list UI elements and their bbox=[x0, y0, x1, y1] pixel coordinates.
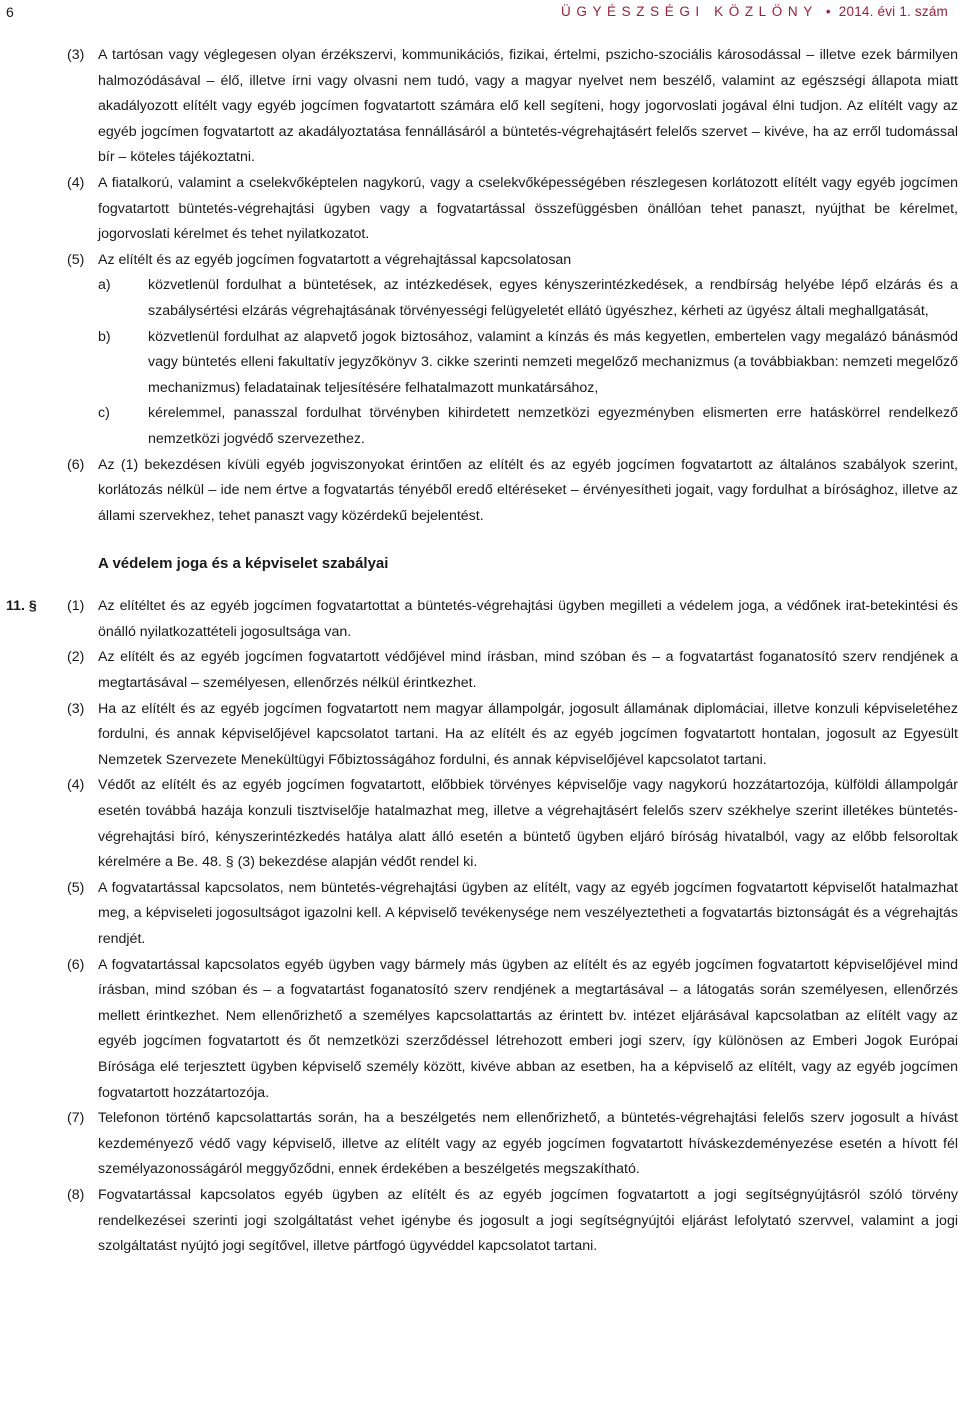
paragraph-text: Fogvatartással kapcsolatos egyéb ügyben az elítélt és az egyéb jogcímen fogvatartott a jogi segítségnyújtásról szóló törvény rendelkezései szerinti jogi szolgáltatást vehet igénybe és jogosult a jogi segítségnyújtói eljárást lefolytató szervvel, valamint a jogi szolgáltatást nyújtó jogi segítővel, illetve pártfogó ügyvéddel kapcsolatot tartani. bbox=[98, 1186, 958, 1255]
paragraph-number: (5) bbox=[67, 879, 85, 896]
paragraph-number: (4) bbox=[67, 174, 85, 191]
subpoint-text: közvetlenül fordulhat a büntetések, az intézkedések, egyes kényszerintézkedések, a rendbírság helyébe lépő elzárás és a szabálysértési elzárás végrehajtásának törvényességi felügyeletét ellátó ügyészhez, kérheti az ügyész általi meghallgatását, bbox=[148, 277, 958, 319]
paragraph-11-2 bbox=[0, 645, 960, 696]
paragraph-text: Az elítélt és az egyéb jogcímen fogvatartott védőjével mind írásban, mind szóban és – a fogvatartást foganatosító szerv rendjének a megtartásával – személyesen, ellenőrzés nélkül érintkezhet. bbox=[98, 649, 958, 692]
document-body bbox=[0, 43, 960, 1260]
journal-title bbox=[561, 4, 948, 19]
separator-dot: • bbox=[825, 4, 831, 19]
paragraph-text: A tartósan vagy véglegesen olyan érzékszervi, kommunikációs, fizikai, értelmi, pszicho-szociális károsodással – illetve ezek bármilyen halmozódásával – élő, illetve írni vagy olvasni nem tudó, vagy a magyar nyelvet nem beszélő, valamint az egészségi állapota miatt akadályozott elítélt vagy egyéb jogcímen fogvatartott számára elő kell segíteni, hogy jogorvoslati jogával élni tudjon. Az elítélt vagy az egyéb jogcímen fogvatartott az akadályoztatása fennállásáról a büntetés-végrehajtásért felelős szervet – kivéve, ha az erről tudomással bír – köteles tájékoztatni. bbox=[98, 47, 958, 166]
paragraph-11-5 bbox=[0, 876, 960, 953]
paragraph-text: Ha az elítélt és az egyéb jogcímen fogvatartott nem magyar állampolgár, jogosult államának diplomáciai, illetve konzuli képviseletéhez fordulni, és annak képviselőjével kapcsolatot tartani. Ha az elítélt és az egyéb jogcímen fogvatartott hontalan, jogosult az Egyesült Nemzetek Szervezete Menekültügyi Főbiztosságához fordulni, és annak képviselőjével kapcsolatot tartani. bbox=[98, 700, 958, 768]
paragraph-number: (2) bbox=[67, 649, 85, 666]
paragraph-11-6 bbox=[0, 953, 960, 1107]
paragraph-10-6 bbox=[0, 453, 960, 530]
paragraph-text: A fiatalkorú, valamint a cselekvőképtelen nagykorú, vagy a cselekvőképességében részlegesen korlátozott elítélt vagy egyéb jogcímen fogvatartott büntetés-végrehajtási ügyben vagy a fogvatartással összefüggésben önállóan tehet panaszt, nyújthat be kérelmet, jogorvoslati kérelmet és tehet nyilatkozatot. bbox=[98, 174, 958, 243]
subpoint-text: kérelemmel, panasszal fordulhat törvényben kihirdetett nemzetközi egyezményben elismerten erre hatáskörrel rendelkező nemzetközi jogvédő szervezethez. bbox=[148, 405, 958, 447]
subpoint-text: közvetlenül fordulhat az alapvető jogok biztosához, valamint a kínzás és más kegyetlen, embertelen vagy megalázó bánásmód vagy büntetés elleni fakultatív jegyzőkönyv 3. cikke szerinti nemzeti megelőző mechanizmus (a továbbiakban: nemzeti megelőző mechanizmus) feladatainak teljesítésére felhatalmazott munkatársához, bbox=[148, 328, 958, 396]
subpoint-label: a) bbox=[98, 277, 111, 294]
paragraph-number: (1) bbox=[67, 598, 85, 615]
paragraph-11-4 bbox=[0, 773, 960, 875]
paragraph-text: Az elítéltet és az egyéb jogcímen fogvatartottat a büntetés-végrehajtási ügyben megilleti a védelem joga, a védőnek irat-betekintési és önálló nyilatkozattételi jogosultsága van. bbox=[98, 598, 958, 640]
section-number: 11. § bbox=[6, 598, 37, 615]
paragraph-number: (4) bbox=[67, 777, 85, 794]
paragraph-text: Az (1) bekezdésen kívüli egyéb jogviszonyokat érintően az elítélt és az egyéb jogcímen fogvatartott az általános szabályok szerint, korlátozás nélkül – ide nem értve a fogvatartás tényéből eredő eltéréseket – érvényesítheti jogait, vagy fordulhat a bírósághoz, illetve az állami szervekhez, tehet panaszt vagy közérdekű bejelentést. bbox=[98, 456, 958, 524]
paragraph-10-3 bbox=[0, 43, 960, 171]
paragraph-text: Telefonon történő kapcsolattartás során, ha a beszélgetés nem ellenőrizhető, a büntetés-végrehajtási felelős szerv jogosult a hívást kezdeményező védő vagy képviselő, illetve az elítélt vagy az egyéb jogcímen fogvatartott híváskezdeményezése esetén a hívott fél személyazonosságáról meggyőződni, ennek érdekében a beszélgetés megszakítható. bbox=[98, 1110, 958, 1178]
subpoint-a bbox=[98, 273, 958, 324]
paragraph-text: Védőt az elítélt és az egyéb jogcímen fogvatartott, előbbiek törvényes képviselője vagy nagykorú hozzátartozója, külföldi állampolgár esetén továbbá hazája konzuli tisztviselője hatalmazhat meg, illetve a végrehajtásért felelős szerv székhelye szerint illetékes büntetés-végrehajtási bíró, kényszerintézkedés hatálya alatt álló esetén a büntető ügyben eljáró bíróság hivatalból, vagy az előbb felsoroltak kérelmére a Be. 48. § (3) bekezdése alapján védőt rendel ki. bbox=[98, 777, 958, 871]
paragraph-10-5 bbox=[0, 248, 960, 274]
paragraph-number: (3) bbox=[67, 47, 85, 63]
paragraph-number: (6) bbox=[67, 956, 85, 973]
paragraph-11-1 bbox=[0, 594, 960, 645]
subpoint-b bbox=[98, 325, 958, 402]
section-heading: A védelem joga és a képviselet szabályai bbox=[98, 555, 389, 573]
paragraph-11-3 bbox=[0, 697, 960, 774]
subpoint-c bbox=[98, 401, 958, 452]
journal-name: ÜGYÉSZSÉGI KÖZLÖNY bbox=[561, 4, 818, 19]
paragraph-10-4 bbox=[0, 171, 960, 248]
paragraph-number: (3) bbox=[67, 700, 85, 717]
paragraph-11-7 bbox=[0, 1106, 960, 1183]
paragraph-number: (8) bbox=[67, 1186, 85, 1203]
page-header bbox=[0, 0, 960, 28]
issue-label: 2014. évi 1. szám bbox=[838, 4, 948, 19]
subpoint-label: b) bbox=[98, 328, 111, 345]
paragraph-11-8 bbox=[0, 1183, 960, 1260]
paragraph-text: A fogvatartással kapcsolatos, nem büntetés-végrehajtási ügyben az elítélt, vagy az egyéb jogcímen fogvatartott képviselőt hatalmazhat meg, a képviseleti jogosultságot igazolni kell. A képviselő tevékenysége nem veszélyeztetheti a fogvatartás biztonságát és a végrehajtás rendjét. bbox=[98, 879, 958, 947]
paragraph-number: (6) bbox=[67, 456, 85, 473]
paragraph-text: A fogvatartással kapcsolatos egyéb ügyben vagy bármely más ügyben az elítélt és az egyéb jogcímen fogvatartott képviselőjével mind írásban, mind szóban és – a fogvatartást foganatosító szerv rendjének a megtartásával – a látogatás során személyesen, ellenőrzés mellett érintkezhet. Nem ellenőrizhető a személyes kapcsolattartás az érintett bv. intézet eljárásával kapcsolatban az elítélt vagy az egyéb jogcímen fogvatartott és őt nemzetközi szerződéssel létrehozott emberi jogi szerv, így különösen az Emberi Jogok Európai Bírósága elé terjesztett ügyben képviselő személy között, kivéve abban az esetben, ha a képviselő az elítélt, vagy az egyéb jogcímen fogvatartott hozzátartozója. bbox=[98, 956, 958, 1101]
subpoint-label: c) bbox=[98, 405, 110, 422]
page-number: 6 bbox=[6, 4, 14, 20]
paragraph-text: Az elítélt és az egyéb jogcímen fogvatartott a végrehajtással kapcsolatosan bbox=[98, 251, 572, 268]
paragraph-number: (5) bbox=[67, 251, 85, 268]
paragraph-number: (7) bbox=[67, 1110, 85, 1127]
